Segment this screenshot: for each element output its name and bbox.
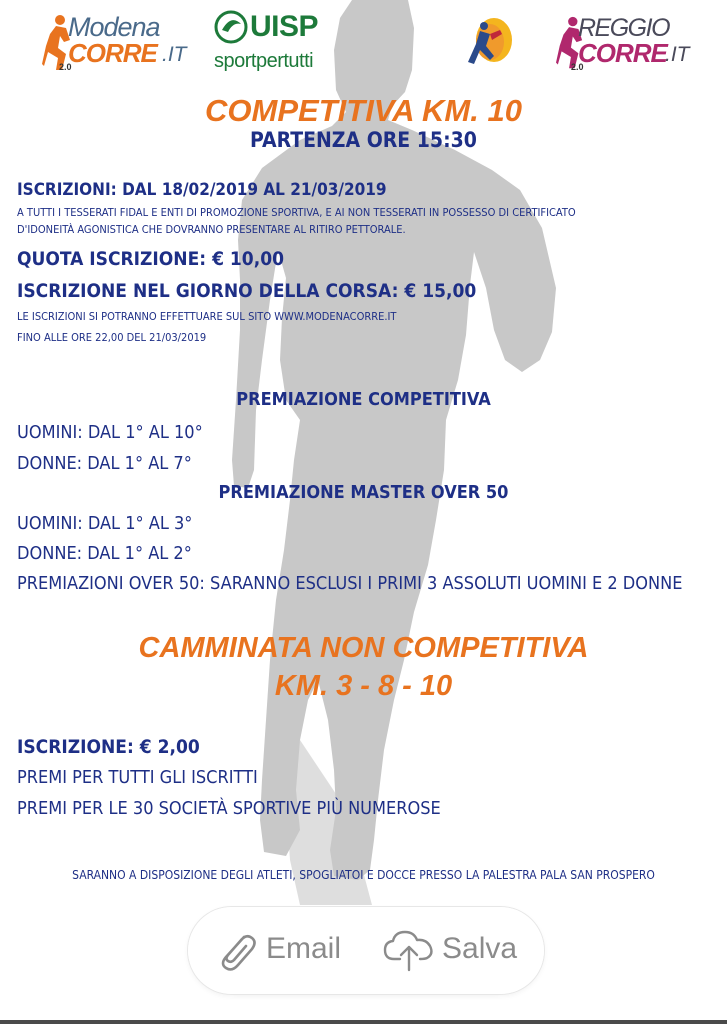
- registration-fee: QUOTA ISCRIZIONE: € 10,00: [17, 248, 284, 270]
- eligibility-line-1: A TUTTI I TESSERATI FIDAL E ENTI DI PROMOZIONE SPORTIVA, E AI NON TESSERATI IN POSSESSO DI CERTIFICATO: [17, 206, 576, 219]
- logo-text-corre: CORRE: [578, 38, 667, 68]
- camminata-prizes-clubs: PREMI PER LE 30 SOCIETÀ SPORTIVE PIÙ NUMEROSE: [17, 798, 441, 819]
- online-registration-line-1: LE ISCRIZIONI SI POTRANNO EFFETTUARE SUL SITO WWW.MODENACORRE.IT: [17, 310, 397, 323]
- awards-women: DONNE: DAL 1° AL 7°: [17, 453, 192, 474]
- camminata-fee: ISCRIZIONE: € 2,00: [17, 736, 200, 758]
- camminata-title: CAMMINATA NON COMPETITIVA: [138, 632, 589, 664]
- email-button[interactable]: [188, 907, 366, 994]
- uisp-emblem-icon: [214, 10, 248, 44]
- runner-badge-icon: [462, 14, 514, 70]
- save-button[interactable]: [366, 907, 544, 994]
- master-awards-title: PREMIAZIONE MASTER OVER 50: [218, 482, 509, 503]
- race-day-fee: ISCRIZIONE NEL GIORNO DELLA CORSA: € 15,00: [17, 280, 477, 302]
- online-registration-line-2: FINO ALLE ORE 22,00 DEL 21/03/2019: [17, 331, 207, 344]
- logo-text-version: 2.0: [571, 62, 584, 72]
- bottom-divider: [0, 1020, 727, 1024]
- master-awards-men: UOMINI: DAL 1° AL 3°: [17, 513, 193, 534]
- reggio-corre-logo: [556, 8, 706, 76]
- modena-corre-logo: [42, 8, 192, 76]
- save-label: Salva: [442, 932, 518, 965]
- share-action-bar: [188, 907, 544, 994]
- logo-text-modena: Modena: [68, 12, 160, 42]
- paperclip-icon: [214, 927, 258, 973]
- logo-text-uisp: UISP: [250, 10, 319, 43]
- awards-title: PREMIAZIONE COMPETITIVA: [236, 389, 491, 410]
- registration-dates: ISCRIZIONI: DAL 18/02/2019 AL 21/03/2019: [17, 180, 387, 200]
- logo-text-it: .IT: [665, 43, 690, 66]
- event-badge-logo: [462, 14, 514, 70]
- logo-text-reggio: REGGIO: [578, 14, 670, 42]
- eligibility-line-2: D'IDONEITÀ AGONISTICA CHE DOVRANNO PRESENTARE AL RITIRO PETTORALE.: [17, 223, 406, 236]
- logo-text-version: 2.0: [59, 62, 72, 72]
- logo-text-corre: CORRE: [68, 38, 157, 68]
- logo-text-sportpertutti: sportpertutti: [214, 50, 314, 72]
- competitiva-title: COMPETITIVA KM. 10: [205, 93, 522, 128]
- camminata-distances: KM. 3 - 8 - 10: [274, 670, 453, 702]
- over50-note: PREMIAZIONI OVER 50: SARANNO ESCLUSI I PRIMI 3 ASSOLUTI UOMINI E 2 DONNE: [17, 573, 683, 594]
- logo-text-it: .IT: [162, 43, 187, 66]
- email-label: Email: [266, 932, 342, 965]
- camminata-prizes-all: PREMI PER TUTTI GLI ISCRITTI: [17, 767, 258, 788]
- awards-men: UOMINI: DAL 1° AL 10°: [17, 422, 203, 443]
- uisp-logo: [212, 8, 342, 74]
- footer-note: SARANNO A DISPOSIZIONE DEGLI ATLETI, SPOGLIATOI E DOCCE PRESSO LA PALESTRA PALA SAN PROSPERO: [72, 868, 655, 882]
- master-awards-women: DONNE: DAL 1° AL 2°: [17, 543, 192, 564]
- start-time: PARTENZA ORE 15:30: [250, 128, 477, 152]
- cloud-upload-icon: [382, 927, 436, 973]
